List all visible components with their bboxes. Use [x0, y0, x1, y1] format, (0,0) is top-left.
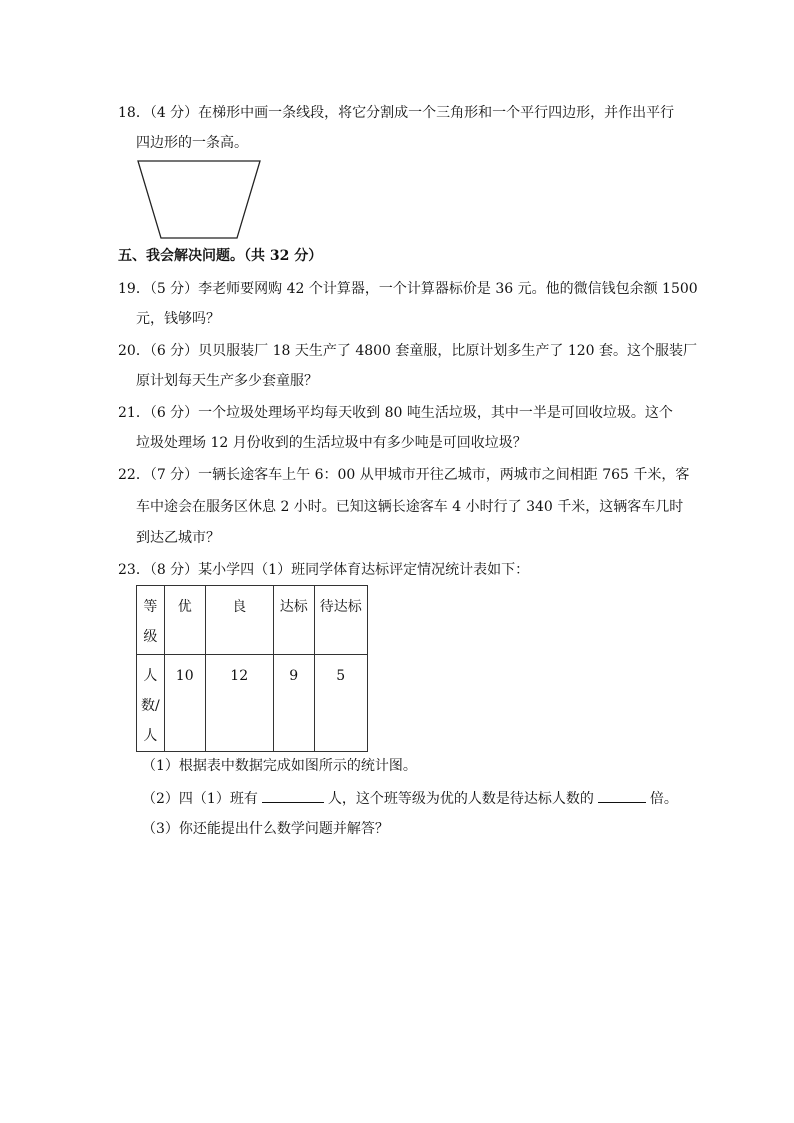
- grade-col-excellent: 优: [164, 586, 205, 655]
- q22-line1: 22．（7 分）一辆长途客车上午 6：00 从甲城市开往乙城市，两城市之间相距 765 千米，客: [118, 467, 690, 483]
- table-header-row: [137, 586, 368, 655]
- q18-line1: 18．（4 分）在梯形中画一条线段，将它分割成一个三角形和一个平行四边形，并作出平行: [118, 105, 675, 121]
- count-row-label: 人数/人: [137, 655, 165, 752]
- q21-line2: 垃圾处理场 12 月份收到的生活垃圾中有多少吨是可回收垃圾？: [136, 435, 527, 451]
- grade-col-good: 良: [205, 586, 273, 655]
- count-pass: 9: [273, 655, 314, 752]
- total-students-blank[interactable]: [262, 788, 324, 803]
- q19-line1: 19．（5 分）李老师要网购 42 个计算器，一个计算器标价是 36 元。他的微信钱包余额 1500: [118, 281, 698, 297]
- q23-sub1: （1）根据表中数据完成如图所示的统计图。: [142, 758, 417, 774]
- count-excellent: 10: [164, 655, 205, 752]
- fitness-grade-table: [136, 585, 368, 752]
- q23-sub3: （3）你还能提出什么数学问题并解答？: [142, 821, 389, 837]
- ratio-blank[interactable]: [598, 788, 646, 803]
- grade-header-cell: 等级: [137, 586, 165, 655]
- count-good: 12: [205, 655, 273, 752]
- q18-line2: 四边形的一条高。: [136, 135, 248, 151]
- count-pending: 5: [314, 655, 367, 752]
- q23-line1: 23．（8 分）某小学四（1）班同学体育达标评定情况统计表如下：: [118, 562, 530, 578]
- q21-line1: 21．（6 分）一个垃圾处理场平均每天收到 80 吨生活垃圾，其中一半是可回收垃圾。这个: [118, 405, 673, 421]
- trapezoid-figure: [136, 158, 266, 242]
- grade-col-pending: 待达标: [314, 586, 367, 655]
- q20-line2: 原计划每天生产多少套童服？: [136, 373, 318, 389]
- q20-line1: 20．（6 分）贝贝服装厂 18 天生产了 4800 套童服，比原计划多生产了 120 套。这个服装厂: [118, 343, 698, 359]
- q23-sub2-part-a: （2）四（1）班有: [142, 791, 258, 807]
- q22-line3: 到达乙城市？: [136, 530, 220, 546]
- q19-line2: 元，钱够吗？: [136, 311, 220, 327]
- table-count-row: [137, 655, 368, 752]
- q22-line2: 车中途会在服务区休息 2 小时。已知这辆长途客车 4 小时行了 340 千米，这辆客车几时: [136, 499, 684, 515]
- q23-sub2-part-b: 人，这个班等级为优的人数是待达标人数的: [327, 791, 594, 807]
- section-five-heading: 五、我会解决问题。（共 32 分）: [118, 248, 323, 264]
- q23-sub2-part-c: 倍。: [649, 791, 678, 807]
- grade-col-pass: 达标: [273, 586, 314, 655]
- q23-sub2: [142, 788, 678, 809]
